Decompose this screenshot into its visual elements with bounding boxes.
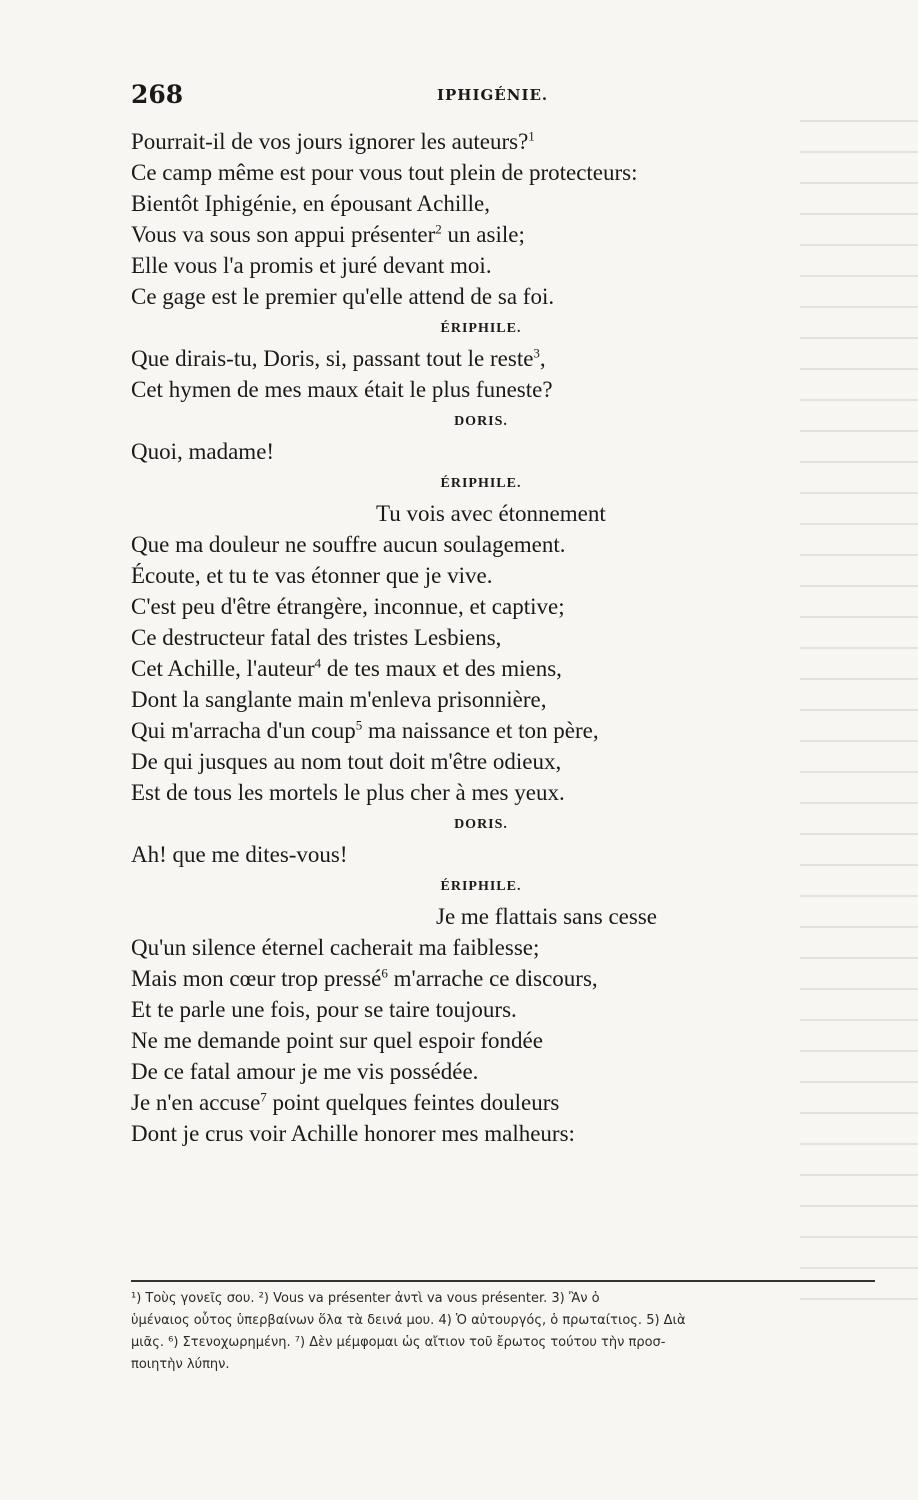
verse-line [131, 188, 771, 219]
verse-text: DORIS. [454, 817, 508, 832]
verse-text: Écoute, et tu te vas étonner que je vive. [131, 563, 493, 588]
verse-text-after: point quelques feintes douleurs [266, 1090, 560, 1115]
footnote-line: ποιητὴν λύπην. [131, 1357, 230, 1372]
verse-line [131, 219, 771, 250]
footnote-marker: 4 [314, 655, 322, 671]
verse-text: Ne me demande point sur quel espoir fondée [131, 1028, 543, 1053]
footnote-marker: 6 [381, 965, 388, 981]
speaker-name [131, 467, 771, 498]
verse-text: Et te parle une fois, pour se taire toujours. [131, 997, 517, 1022]
verse-text-after: , [539, 346, 546, 371]
verse-text: ÉRIPHILE. [440, 321, 522, 336]
verse-text: Ah! que me dites-vous! [131, 842, 348, 867]
speaker-name [131, 808, 771, 839]
verse-line [131, 591, 771, 622]
verse-line [131, 1056, 771, 1087]
verse-line [131, 653, 771, 684]
verse-line [131, 126, 771, 157]
footnote-marker: 2 [435, 221, 442, 237]
verse-text: Ce destructeur fatal des tristes Lesbiens, [131, 625, 502, 650]
verse-text: De ce fatal amour je me vis possédée. [131, 1059, 479, 1084]
footnote-line: ὑμέναιος οὗτος ὑπερβαίνων ὅλα τὰ δεινά μου. 4) Ὁ αὐτουργός, ὁ πρωταίτιος. 5) Διὰ [131, 1313, 686, 1328]
footnote-line: μιᾶς. ⁶) Στενοχωρημένη. ⁷) Δὲν μέμφομαι ὡς αἴτιον τοῦ ἔρωτος τούτου τὴν προσ- [131, 1335, 666, 1350]
verse-line [131, 560, 771, 591]
footnote-marker: 7 [260, 1089, 267, 1105]
verse-text: ÉRIPHILE. [440, 879, 522, 894]
verse-line [131, 1025, 771, 1056]
verse-line [131, 498, 771, 529]
verse-line [131, 932, 771, 963]
speaker-name [131, 312, 771, 343]
verse-line [131, 281, 771, 312]
verse-line [131, 157, 771, 188]
verse-text: Elle vous l'a promis et juré devant moi. [131, 253, 492, 278]
verse-text-after: ma naissance et ton père, [362, 718, 599, 743]
footnote-rule [131, 1280, 875, 1282]
footnote-marker: 1 [528, 128, 535, 144]
verse-text: Ce gage est le premier qu'elle attend de sa foi. [131, 284, 555, 309]
verse-text: Bientôt Iphigénie, en épousant Achille, [131, 191, 490, 216]
verse-line [131, 715, 771, 746]
verse-text: Quoi, madame! [131, 439, 275, 464]
footnote-marker: 3 [533, 345, 540, 361]
verse-text: Cet hymen de mes maux était le plus funeste? [131, 377, 553, 402]
verse-text-after: m'arrache ce discours, [387, 966, 598, 991]
verse-text: Que dirais-tu, Doris, si, passant tout le reste [131, 346, 534, 371]
verse-text: Qu'un silence éternel cacherait ma faiblesse; [131, 935, 540, 960]
verse-text: Dont je crus voir Achille honorer mes malheurs: [131, 1121, 575, 1146]
page-number: 268 [131, 80, 184, 109]
verse-line [131, 374, 771, 405]
verse-text: Qui m'arracha d'un coup [131, 718, 356, 743]
verse-text: C'est peu d'être étrangère, inconnue, et captive; [131, 594, 565, 619]
verse-line [131, 684, 771, 715]
verse-text: Que ma douleur ne souffre aucun soulagement. [131, 532, 566, 557]
verse-text: Pourrait-il de vos jours ignorer les auteurs? [131, 129, 529, 154]
verse-text-after: de tes maux et des miens, [321, 656, 562, 681]
verse-line [131, 529, 771, 560]
speaker-name [131, 405, 771, 436]
footnotes [131, 1288, 881, 1376]
verse-text: Tu vois avec étonnement [376, 501, 606, 526]
verse-line [131, 343, 771, 374]
verse-text: ÉRIPHILE. [440, 476, 522, 491]
verse-line [131, 963, 771, 994]
verse-line [131, 994, 771, 1025]
speaker-name [131, 870, 771, 901]
verse-line [131, 436, 771, 467]
running-title: IPHIGÉNIE. [437, 86, 549, 104]
footnote-line: ¹) Τοὺς γονεῖς σου. ²) Vous va présenter ἀντὶ va vous présenter. 3) Ἂν ὁ [131, 1291, 600, 1306]
verse-text: DORIS. [454, 414, 508, 429]
verse-line [131, 777, 771, 808]
verse-text: Ce camp même est pour vous tout plein de protecteurs: [131, 160, 638, 185]
verse-text: Cet Achille, l'auteur [131, 656, 315, 681]
verse-line [131, 1118, 771, 1149]
verse-text: Je n'en accuse [131, 1090, 261, 1115]
verse-line [131, 746, 771, 777]
verse-line [131, 250, 771, 281]
verse-line [131, 901, 771, 932]
verse-line [131, 839, 771, 870]
bleed-through-text [800, 120, 918, 1320]
footnote-marker: 5 [355, 717, 363, 733]
verse-text: Vous va sous son appui présenter [131, 222, 436, 247]
page-header [131, 80, 731, 120]
verse-line [131, 1087, 771, 1118]
verse-text: Dont la sanglante main m'enleva prisonnière, [131, 687, 547, 712]
verse-text-after: un asile; [441, 222, 525, 247]
verse-text: Je me flattais sans cesse [436, 904, 657, 929]
verse-text: De qui jusques au nom tout doit m'être odieux, [131, 749, 562, 774]
verse-line [131, 622, 771, 653]
verse-text: Mais mon cœur trop pressé [131, 966, 382, 991]
verse-block [131, 126, 771, 1149]
verse-text: Est de tous les mortels le plus cher à mes yeux. [131, 780, 565, 805]
